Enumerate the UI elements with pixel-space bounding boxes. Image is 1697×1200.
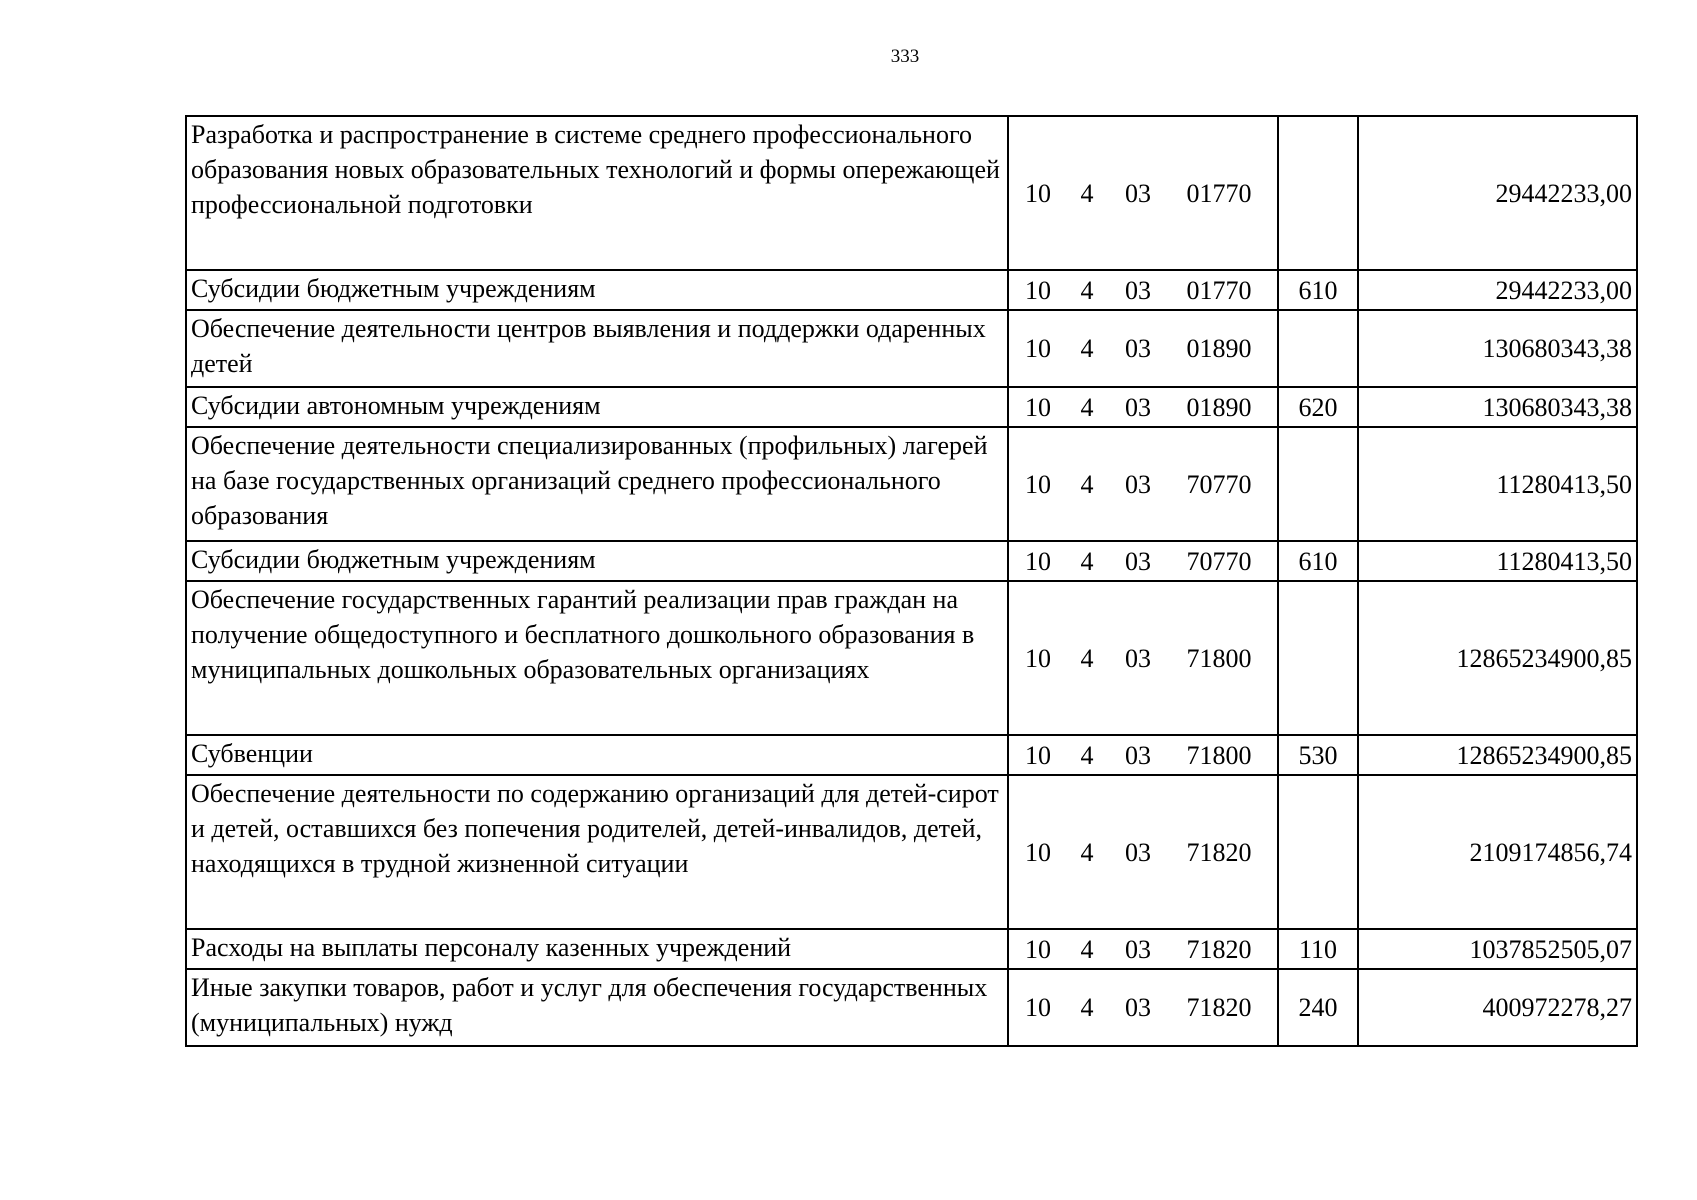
row-codes <box>1008 387 1278 427</box>
table-row <box>186 581 1637 735</box>
amount-value: 11280413,50 <box>1358 541 1637 581</box>
article-code: 71820 <box>1186 934 1252 964</box>
expense-type-code <box>1278 581 1358 735</box>
article-code: 71800 <box>1186 740 1252 770</box>
row-codes <box>1008 929 1278 969</box>
expense-type-code: 240 <box>1278 969 1358 1046</box>
expense-type-code <box>1278 310 1358 387</box>
program-code: 03 <box>1125 934 1151 964</box>
article-code: 70770 <box>1186 469 1252 499</box>
program-code: 03 <box>1125 334 1151 363</box>
section-code: 10 <box>1025 740 1051 770</box>
row-description: Разработка и распространение в системе среднего профессионального образования новых образовательных технологий и формы опережающей профессиональной подготовки <box>186 116 1008 270</box>
subsection-code: 4 <box>1080 993 1094 1022</box>
program-code: 03 <box>1125 546 1151 576</box>
row-description: Обеспечение деятельности специализированных (профильных) лагерей на базе государственных организаций среднего профессионального образования <box>186 427 1008 541</box>
amount-value: 400972278,27 <box>1358 969 1637 1046</box>
subsection-code: 4 <box>1080 469 1094 499</box>
section-code: 10 <box>1025 546 1051 576</box>
program-code: 03 <box>1125 837 1151 867</box>
row-codes <box>1008 581 1278 735</box>
table-row <box>186 116 1637 270</box>
page-number: 333 <box>890 46 920 67</box>
table-row <box>186 427 1637 541</box>
row-description: Обеспечение деятельности по содержанию организаций для детей-сирот и детей, оставшихся без попечения родителей, детей-инвалидов, детей, находящихся в трудной жизненной ситуации <box>186 775 1008 929</box>
section-code: 10 <box>1025 469 1051 499</box>
row-description: Обеспечение деятельности центров выявления и поддержки одаренных детей <box>186 310 1008 387</box>
article-code: 01770 <box>1186 275 1252 305</box>
row-codes <box>1008 541 1278 581</box>
table-row <box>186 387 1637 427</box>
table-row <box>186 310 1637 387</box>
article-code: 71800 <box>1186 643 1252 673</box>
row-description: Субсидии автономным учреждениям <box>186 387 1008 427</box>
row-description: Иные закупки товаров, работ и услуг для обеспечения государственных (муниципальных) нужд <box>186 969 1008 1046</box>
section-code: 10 <box>1025 643 1051 673</box>
section-code: 10 <box>1025 334 1051 363</box>
subsection-code: 4 <box>1080 934 1094 964</box>
subsection-code: 4 <box>1080 392 1094 422</box>
program-code: 03 <box>1125 993 1151 1022</box>
expense-type-code <box>1278 775 1358 929</box>
table-row <box>186 929 1637 969</box>
program-code: 03 <box>1125 469 1151 499</box>
section-code: 10 <box>1025 837 1051 867</box>
article-code: 01890 <box>1186 392 1252 422</box>
row-description: Субсидии бюджетным учреждениям <box>186 270 1008 310</box>
section-code: 10 <box>1025 993 1051 1022</box>
table-row <box>186 270 1637 310</box>
section-code: 10 <box>1025 275 1051 305</box>
table-row <box>186 541 1637 581</box>
program-code: 03 <box>1125 643 1151 673</box>
program-code: 03 <box>1125 392 1151 422</box>
row-description: Субсидии бюджетным учреждениям <box>186 541 1008 581</box>
subsection-code: 4 <box>1080 275 1094 305</box>
article-code: 70770 <box>1186 546 1252 576</box>
subsection-code: 4 <box>1080 740 1094 770</box>
row-codes <box>1008 775 1278 929</box>
row-codes <box>1008 116 1278 270</box>
amount-value: 29442233,00 <box>1358 270 1637 310</box>
subsection-code: 4 <box>1080 643 1094 673</box>
row-codes <box>1008 969 1278 1046</box>
amount-value: 130680343,38 <box>1358 310 1637 387</box>
subsection-code: 4 <box>1080 178 1094 208</box>
amount-value: 12865234900,85 <box>1358 581 1637 735</box>
table-row <box>186 969 1637 1046</box>
row-codes <box>1008 735 1278 775</box>
expense-type-code: 110 <box>1278 929 1358 969</box>
row-description: Расходы на выплаты персоналу казенных учреждений <box>186 929 1008 969</box>
expense-type-code: 610 <box>1278 270 1358 310</box>
expense-type-code <box>1278 427 1358 541</box>
amount-value: 1037852505,07 <box>1358 929 1637 969</box>
row-codes <box>1008 427 1278 541</box>
section-code: 10 <box>1025 934 1051 964</box>
amount-value: 12865234900,85 <box>1358 735 1637 775</box>
article-code: 01770 <box>1186 178 1252 208</box>
row-codes <box>1008 270 1278 310</box>
article-code: 71820 <box>1186 993 1252 1022</box>
expense-type-code: 530 <box>1278 735 1358 775</box>
section-code: 10 <box>1025 178 1051 208</box>
amount-value: 130680343,38 <box>1358 387 1637 427</box>
row-codes <box>1008 310 1278 387</box>
amount-value: 29442233,00 <box>1358 116 1637 270</box>
expense-type-code: 620 <box>1278 387 1358 427</box>
expense-type-code: 610 <box>1278 541 1358 581</box>
subsection-code: 4 <box>1080 546 1094 576</box>
table-row <box>186 735 1637 775</box>
table-row <box>186 775 1637 929</box>
section-code: 10 <box>1025 392 1051 422</box>
subsection-code: 4 <box>1080 334 1094 363</box>
program-code: 03 <box>1125 740 1151 770</box>
program-code: 03 <box>1125 178 1151 208</box>
amount-value: 2109174856,74 <box>1358 775 1637 929</box>
subsection-code: 4 <box>1080 837 1094 867</box>
program-code: 03 <box>1125 275 1151 305</box>
amount-value: 11280413,50 <box>1358 427 1637 541</box>
expense-type-code <box>1278 116 1358 270</box>
row-description: Субвенции <box>186 735 1008 775</box>
budget-table <box>185 115 1638 1047</box>
article-code: 01890 <box>1186 334 1252 363</box>
row-description: Обеспечение государственных гарантий реализации прав граждан на получение общедоступного и бесплатного дошкольного образования в муниципальных дошкольных образовательных организациях <box>186 581 1008 735</box>
article-code: 71820 <box>1186 837 1252 867</box>
